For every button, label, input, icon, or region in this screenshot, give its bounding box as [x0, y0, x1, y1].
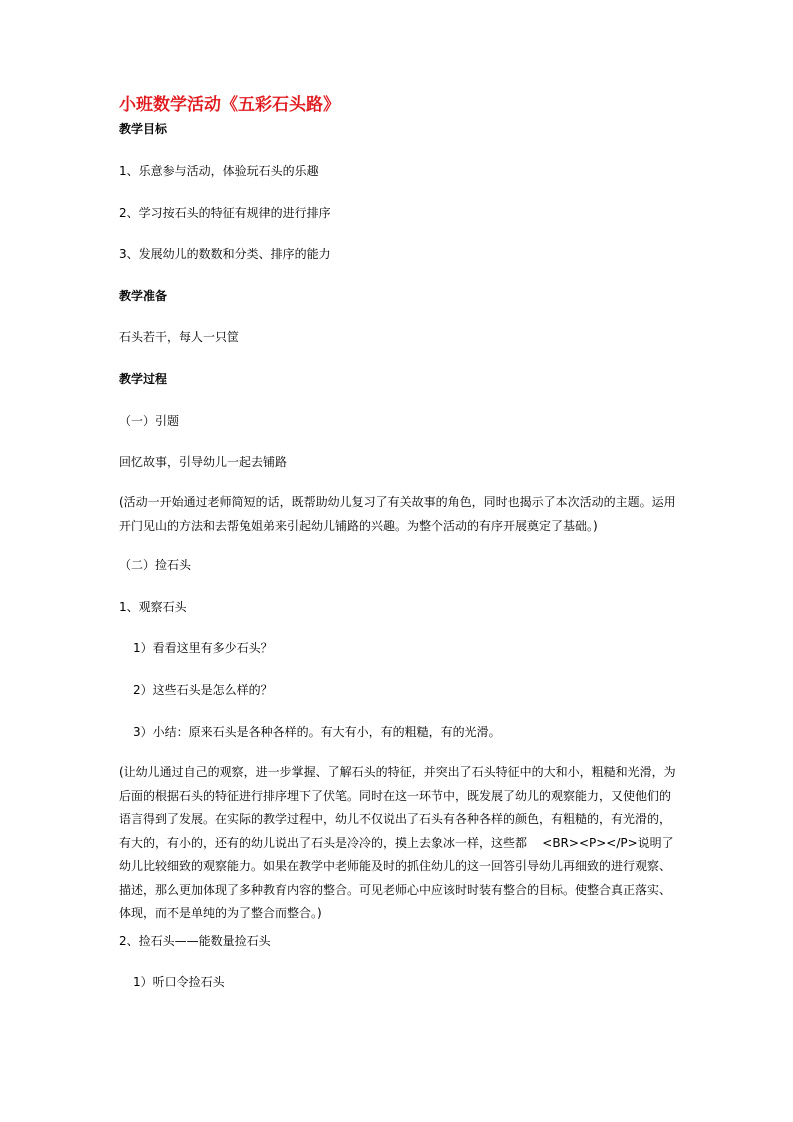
note-line: 幼儿比较细致的观察能力。如果在教学中老师能及时的抓住幼儿的这一回答引导幼儿再细致的进行观察、: [119, 859, 672, 873]
step2-heading: 2、捡石头——能数量捡石头: [119, 934, 271, 948]
goal-heading: 教学目标: [119, 122, 168, 136]
note-line: 后面的根据石头的特征进行排序埋下了伏笔。同时在这一环节中，既发展了幼儿的观察能力，又使他们的: [119, 788, 672, 803]
part1-heading: （一）引题: [119, 414, 180, 428]
process-heading: 教学过程: [119, 372, 168, 386]
note-line: 有大的，有小的，还有的幼儿说出了石头是冷冷的，摸上去象冰一样，这些都 <BR><P></P>说明了: [119, 835, 674, 850]
note-line: (让幼儿通过自己的观察，进一步掌握、了解石头的特征，并突出了石头特征中的大和小，粗糙和光滑，为: [119, 765, 676, 779]
step1-item: 2）这些石头是怎么样的？: [133, 683, 273, 697]
goal-item: 2、学习按石头的特征有规律的进行排序: [119, 206, 331, 220]
step1-item: 1）看看这里有多少石头？: [133, 641, 273, 655]
goal-item: 1、乐意参与活动，体验玩石头的乐趣: [119, 164, 319, 178]
note-line: 开门见山的方法和去帮兔姐弟来引起幼儿铺路的兴趣。为整个活动的有序开展奠定了基础。): [119, 518, 598, 533]
note-paragraph-2: [119, 761, 679, 926]
step1-item: 3）小结：原来石头是各种各样的。有大有小，有的粗糙，有的光滑。: [133, 725, 501, 739]
note-line: 语言得到了发展。在实际的教学过程中，幼儿不仅说出了石头有各种各样的颜色，有粗糙的，有光滑的，: [119, 812, 672, 826]
note-line: 体现，而不是单纯的为了整合而整合。): [119, 906, 322, 920]
note-line: (活动一开始通过老师简短的话，既帮助幼儿复习了有关故事的角色，同时也揭示了本次活动的主题。运用: [119, 495, 676, 509]
prep-heading: 教学准备: [119, 289, 168, 303]
note-line: 描述，那么更加体现了多种教育内容的整合。可见老师心中应该时时装有整合的目标。使整合真正落实、: [119, 882, 672, 897]
part1-text: 回忆故事，引导幼儿一起去铺路: [119, 455, 288, 469]
step2-item: 1）听口令捡石头: [133, 975, 225, 989]
note-paragraph-1: [119, 491, 679, 538]
goal-item: 3、发展幼儿的数数和分类、排序的能力: [119, 247, 331, 261]
prep-text: 石头若干，每人一只筐: [119, 330, 240, 344]
document-title: 小班数学活动《五彩石头路》: [119, 95, 340, 115]
part2-heading: （二）捡石头: [119, 558, 192, 572]
step1-heading: 1、观察石头: [119, 600, 187, 614]
